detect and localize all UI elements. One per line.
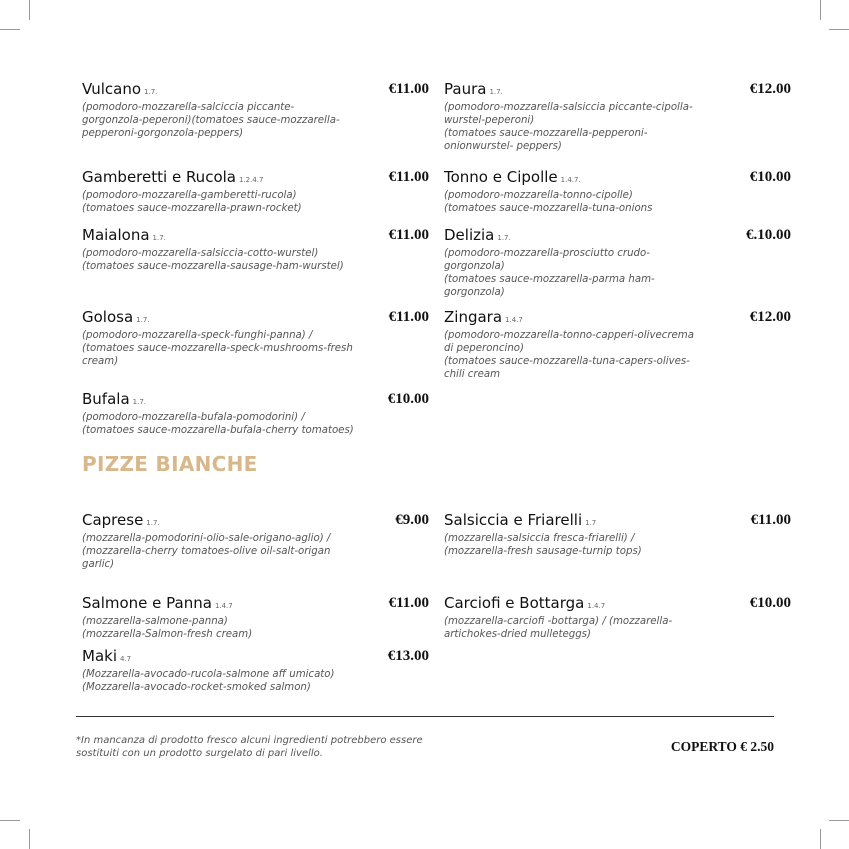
item-price: €13.00 — [387, 648, 429, 664]
crop-mark — [829, 820, 849, 821]
menu-item — [82, 226, 429, 273]
item-description: (tomatoes sauce-mozzarella-bufala-cherry tomatoes) — [82, 425, 354, 436]
item-name-row — [444, 511, 791, 532]
item-name-row — [444, 594, 791, 615]
item-price: €9.00 — [395, 512, 429, 528]
item-price: €11.00 — [750, 512, 791, 528]
item-price: €10.00 — [387, 391, 429, 407]
item-description: (pomodoro-mozzarella-salsiccia-cotto-wurstel) — [82, 248, 319, 259]
menu-item — [82, 594, 429, 641]
item-name: Caprese — [82, 511, 144, 529]
item-name: Vulcano — [82, 80, 142, 98]
item-name-row — [82, 168, 429, 189]
item-name-row — [444, 168, 791, 189]
item-description: garlic) — [82, 559, 115, 570]
item-name: Salmone e Panna — [82, 594, 212, 612]
item-name-row — [444, 80, 791, 101]
item-description: (pomodoro-mozzarella-tonno-capperi-olivecrema — [444, 330, 694, 341]
footnote-line: *In mancanza di prodotto fresco alcuni ingredienti potrebbero essere — [76, 735, 423, 746]
footnote — [76, 734, 423, 760]
menu-item — [82, 80, 429, 140]
item-name-row — [82, 390, 429, 411]
item-name: Carciofi e Bottarga — [444, 594, 585, 612]
section-heading: PIZZE BIANCHE — [82, 452, 258, 476]
item-description: (pomodoro-mozzarella-bufala-pomodorini) / — [82, 412, 305, 423]
crop-mark — [29, 829, 30, 849]
item-name: Bufala — [82, 390, 130, 408]
menu-item — [444, 308, 791, 381]
item-description: (Mozzarella-avocado-rucola-salmone aff umicato) — [82, 669, 335, 680]
item-name: Gamberetti e Rucola — [82, 168, 236, 186]
item-price: €11.00 — [388, 81, 429, 97]
item-description: di peperoncino) — [444, 343, 524, 354]
item-price: €10.00 — [749, 169, 791, 185]
item-price: €11.00 — [388, 309, 429, 325]
menu-item — [444, 168, 791, 215]
item-description: (pomodoro-mozzarella-gamberetti-rucola) — [82, 190, 297, 201]
item-description: (mozzarella-fresh sausage-turnip tops) — [444, 546, 642, 557]
item-price: €.10.00 — [746, 227, 791, 243]
item-name-row — [82, 226, 429, 247]
item-description: (tomatoes sauce-mozzarella-tuna-onions — [444, 203, 653, 214]
item-description: cream) — [82, 356, 119, 367]
allergen-codes: 1.7. — [497, 234, 511, 242]
item-description: (tomatoes sauce-mozzarella-prawn-rocket) — [82, 203, 302, 214]
menu-item — [82, 647, 429, 694]
footnote-line: sostituiti con un prodotto surgelato di pari livello. — [76, 748, 323, 759]
menu-item — [82, 308, 429, 368]
allergen-codes: 4.7 — [120, 655, 132, 663]
item-description: (pomodoro-mozzarella-prosciutto crudo- — [444, 248, 650, 259]
allergen-codes: 1.4.7 — [214, 602, 233, 610]
item-description: (Mozzarella-avocado-rocket-smoked salmon) — [82, 682, 311, 693]
item-name-row — [82, 308, 429, 329]
item-name-row — [82, 647, 429, 668]
item-price: €11.00 — [388, 227, 429, 243]
allergen-codes: 1.7. — [144, 88, 158, 96]
item-description: (pomodoro-mozzarella-tonno-cipolle) — [444, 190, 633, 201]
item-description: (pomodoro-mozzarella-speck-funghi-panna) / — [82, 330, 313, 341]
item-description: gorgonzola) — [444, 261, 505, 272]
item-name-row — [82, 80, 429, 101]
item-name: Tonno e Cipolle — [444, 168, 558, 186]
item-description: (tomatoes sauce-mozzarella-tuna-capers-olives- — [444, 356, 690, 367]
allergen-codes: 1.4.7 — [505, 316, 523, 324]
item-description: (pomodoro-mozzarella-salsiccia piccante-cipolla- — [444, 102, 693, 113]
item-name: Zingara — [444, 308, 503, 326]
item-name: Golosa — [82, 308, 134, 326]
item-description: (mozzarella-cherry tomatoes-olive oil-salt-origan — [82, 546, 331, 557]
allergen-codes: 1.7. — [489, 88, 503, 96]
item-name-row — [444, 226, 791, 247]
item-description: (mozzarella-Salmon-fresh cream) — [82, 629, 253, 640]
menu-item — [444, 80, 791, 153]
item-description: gorgonzola-peperoni)(tomatoes sauce-mozzarella- — [82, 115, 340, 126]
menu-item — [444, 594, 791, 641]
cover-charge: COPERTO € 2.50 — [670, 739, 774, 754]
menu-item — [444, 511, 791, 558]
item-name-row — [82, 594, 429, 615]
allergen-codes: 1.7 — [585, 519, 597, 527]
allergen-codes: 1.4.7 — [587, 602, 606, 610]
item-description: (mozzarella-salsiccia fresca-friarelli) / — [444, 533, 635, 544]
allergen-codes: 1.2.4.7 — [238, 176, 264, 184]
allergen-codes: 1.4.7. — [560, 176, 581, 184]
item-price: €11.00 — [388, 169, 429, 185]
menu-item — [82, 390, 429, 437]
item-name-row — [444, 308, 791, 329]
item-description: (mozzarella-pomodorini-olio-sale-origano-aglio) / — [82, 533, 331, 544]
item-description: artichokes-dried mulleteggs) — [444, 629, 591, 640]
item-price: €12.00 — [749, 81, 791, 97]
item-description: (tomatoes sauce-mozzarella-speck-mushrooms-fresh — [82, 343, 353, 354]
menu-item — [82, 168, 429, 215]
item-name-row — [82, 511, 429, 532]
crop-mark — [0, 29, 20, 30]
divider — [76, 716, 774, 717]
crop-mark — [820, 0, 821, 20]
item-price: €10.00 — [749, 595, 791, 611]
item-name: Maki — [82, 647, 117, 665]
item-description: (pomodoro-mozzarella-salciccia piccante- — [82, 102, 295, 113]
item-description: gorgonzola) — [444, 287, 505, 298]
item-description: pepperoni-gorgonzola-peppers) — [82, 128, 244, 139]
crop-mark — [829, 29, 849, 30]
allergen-codes: 1.7. — [146, 519, 160, 527]
item-name: Maialona — [82, 226, 150, 244]
crop-mark — [820, 829, 821, 849]
item-description: wurstel-peperoni) — [444, 115, 535, 126]
crop-mark — [29, 0, 30, 20]
item-name: Salsiccia e Friarelli — [444, 511, 583, 529]
crop-mark — [0, 820, 20, 821]
item-description: (tomatoes sauce-mozzarella-parma ham- — [444, 274, 655, 285]
item-description: chili cream — [444, 369, 501, 380]
item-description: (tomatoes sauce-mozzarella-pepperoni- — [444, 128, 648, 139]
item-description: (mozzarella-carciofi -bottarga) / (mozzarella- — [444, 616, 673, 627]
allergen-codes: 1.7. — [136, 316, 150, 324]
item-description: (tomatoes sauce-mozzarella-sausage-ham-wurstel) — [82, 261, 344, 272]
item-price: €12.00 — [749, 309, 791, 325]
item-description: onionwurstel- peppers) — [444, 141, 562, 152]
item-name: Delizia — [444, 226, 495, 244]
menu-item — [444, 226, 791, 299]
menu-item — [82, 511, 429, 571]
item-description: (mozzarella-salmone-panna) — [82, 616, 228, 627]
item-price: €11.00 — [388, 595, 429, 611]
allergen-codes: 1.7. — [132, 398, 146, 406]
item-name: Paura — [444, 80, 487, 98]
allergen-codes: 1.7. — [152, 234, 166, 242]
